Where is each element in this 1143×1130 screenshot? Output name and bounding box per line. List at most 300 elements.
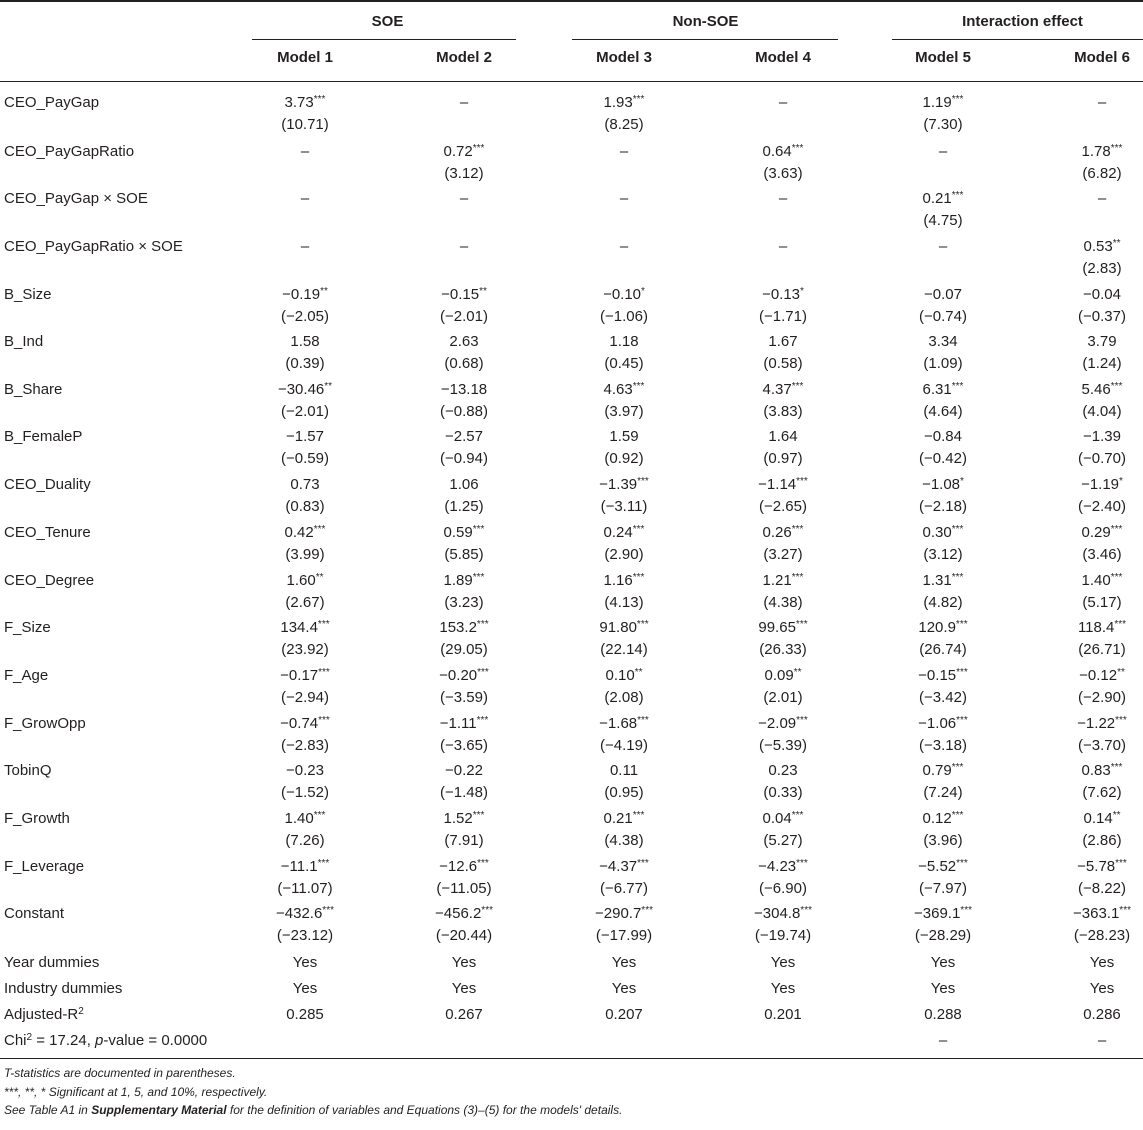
t-statistic-value: (−1.52) <box>281 784 329 801</box>
table-cell <box>723 760 843 804</box>
row-label: F_Size <box>4 619 51 636</box>
t-statistic-value: (3.63) <box>763 165 803 182</box>
t-statistic-value <box>404 114 524 136</box>
t-statistic-value <box>245 163 365 185</box>
coefficient-value: – <box>300 190 310 207</box>
coefficient-value: 153.2*** <box>439 619 489 636</box>
table-cell <box>883 141 1003 185</box>
coefficient-value: 1.06 <box>449 476 479 493</box>
significance-stars: *** <box>472 143 485 154</box>
t-statistic-value: (0.68) <box>444 355 484 372</box>
table-cell <box>404 617 524 661</box>
table-cell <box>723 617 843 661</box>
significance-stars: *** <box>956 858 968 869</box>
coefficient-value: −1.39 <box>1083 428 1121 445</box>
row-label: F_Growth <box>4 810 70 827</box>
t-statistic-value: (−0.59) <box>281 450 329 467</box>
significance-stars: * <box>641 286 645 297</box>
table-cell: Yes <box>1089 980 1115 997</box>
row-label <box>4 1004 84 1026</box>
coefficient-value: 0.12*** <box>922 810 964 827</box>
table-cell <box>404 713 524 757</box>
table-cell <box>245 92 365 136</box>
coefficient-value: −1.22*** <box>1077 715 1127 732</box>
t-statistic-value: (3.27) <box>763 546 803 563</box>
t-statistic-value: (−7.97) <box>919 880 967 897</box>
coefficient-value: 0.21*** <box>922 190 964 207</box>
table-cell <box>883 903 1003 947</box>
significance-stars: *** <box>632 94 645 105</box>
table-cell <box>564 426 684 470</box>
coefficient-value: −5.52*** <box>918 858 968 875</box>
coefficient-value: −0.17*** <box>280 667 330 684</box>
coefficient-value: −369.1*** <box>914 905 972 922</box>
coefficient-value: 0.04*** <box>762 810 804 827</box>
table-cell <box>723 141 843 185</box>
table-cell: Yes <box>770 954 796 971</box>
significance-stars: ** <box>315 572 324 583</box>
table-cell <box>1042 522 1143 566</box>
table-cell <box>723 188 843 232</box>
t-statistic-value: (4.38) <box>763 594 803 611</box>
coefficient-value: 1.64 <box>768 428 798 445</box>
t-statistic-value <box>245 258 365 280</box>
table-cell <box>1042 141 1143 185</box>
significance-stars: *** <box>476 715 489 726</box>
coefficient-value: 1.59 <box>609 428 639 445</box>
significance-stars: *** <box>317 858 330 869</box>
coefficient-value: −0.23 <box>286 762 324 779</box>
significance-stars: * <box>960 476 964 487</box>
table-cell <box>723 713 843 757</box>
coefficient-value: −304.8*** <box>754 905 812 922</box>
t-statistic-value: (−19.74) <box>754 927 812 944</box>
t-statistic-value: (7.24) <box>923 784 963 801</box>
significance-stars: *** <box>632 381 645 392</box>
significance-stars: ** <box>324 381 333 392</box>
row-label <box>4 952 99 974</box>
t-statistic-value: (5.17) <box>1082 594 1122 611</box>
table-cell <box>1042 236 1143 280</box>
row-label: F_GrowOpp <box>4 715 86 732</box>
coefficient-value: – <box>459 238 469 255</box>
coefficient-value: −0.20*** <box>439 667 489 684</box>
t-statistic-value: (−3.59) <box>440 689 488 706</box>
t-statistic-value: (−28.29) <box>914 927 972 944</box>
table-cell <box>883 617 1003 661</box>
supplementary-material-link[interactable]: Supplementary Material <box>91 1103 227 1117</box>
t-statistic-value: (5.27) <box>763 832 803 849</box>
table-cell: 0.286 <box>1083 1006 1121 1023</box>
table-cell <box>404 903 524 947</box>
row-label: B_FemaleP <box>4 428 83 445</box>
coefficient-value: 0.21*** <box>603 810 645 827</box>
model-header-4: Model 4 <box>755 49 811 66</box>
table-cell: Yes <box>1089 954 1115 971</box>
significance-stars: ** <box>1112 238 1121 249</box>
coefficient-value: 91.80*** <box>599 619 649 636</box>
table-cell <box>564 856 684 900</box>
table-cell <box>883 713 1003 757</box>
t-statistic-value: (−2.01) <box>281 403 329 420</box>
significance-stars: *** <box>1110 143 1123 154</box>
t-statistic-value: (3.46) <box>1082 546 1122 563</box>
coefficient-value: −1.14*** <box>758 476 808 493</box>
coefficient-value: – <box>619 143 629 160</box>
t-statistic-value <box>1042 210 1143 232</box>
row-label-text: = 17.24, <box>32 1032 96 1049</box>
t-statistic-value: (−1.71) <box>759 308 807 325</box>
t-statistic-value: (−3.18) <box>919 737 967 754</box>
t-statistic-value: (−3.11) <box>600 498 648 515</box>
t-statistic-value: (2.86) <box>1082 832 1122 849</box>
row-label-text: Chi <box>4 1032 27 1049</box>
significance-stars: *** <box>1110 572 1123 583</box>
row-label <box>4 978 122 1000</box>
table-cell <box>723 284 843 328</box>
t-statistic-value: (2.08) <box>604 689 644 706</box>
table-cell <box>1042 92 1143 136</box>
table-cell <box>723 379 843 423</box>
table-cell: Yes <box>611 954 637 971</box>
coefficient-value: −4.23*** <box>758 858 808 875</box>
table-cell <box>883 92 1003 136</box>
table-cell <box>1042 570 1143 614</box>
coefficient-value: 1.78*** <box>1081 143 1123 160</box>
table-cell <box>1042 474 1143 518</box>
table-cell <box>404 188 524 232</box>
coefficient-value: – <box>459 190 469 207</box>
table-cell <box>564 92 684 136</box>
header-rule <box>0 81 1143 82</box>
coefficient-value: 3.73*** <box>284 94 326 111</box>
significance-stars: *** <box>791 572 804 583</box>
coefficient-value: – <box>778 238 788 255</box>
coefficient-value: 1.18 <box>609 333 639 350</box>
t-statistic-value: (−2.90) <box>1078 689 1126 706</box>
t-statistic-value: (3.96) <box>923 832 963 849</box>
table-cell <box>1042 856 1143 900</box>
significance-stars: *** <box>951 762 964 773</box>
table-cell <box>404 236 524 280</box>
note-t-statistics: T-statistics are documented in parentheses. <box>4 1066 236 1080</box>
table-cell <box>245 426 365 470</box>
table-cell: – <box>938 1032 948 1049</box>
table-cell <box>245 903 365 947</box>
table-cell <box>245 331 365 375</box>
coefficient-value: – <box>938 143 948 160</box>
significance-stars: ** <box>1117 667 1125 678</box>
table-cell <box>404 284 524 328</box>
coefficient-value: 0.11 <box>609 762 639 779</box>
table-cell <box>564 522 684 566</box>
coefficient-value: 4.37*** <box>762 381 804 398</box>
coefficient-value: 0.64*** <box>762 143 804 160</box>
significance-stars: *** <box>313 524 326 535</box>
table-cell <box>245 713 365 757</box>
coefficient-value: 99.65*** <box>758 619 808 636</box>
t-statistic-value: (−2.94) <box>281 689 329 706</box>
significance-stars: *** <box>477 667 489 678</box>
t-statistic-value <box>564 258 684 280</box>
coefficient-value: −13.18 <box>440 381 488 398</box>
t-statistic-value: (6.82) <box>1082 165 1122 182</box>
coefficient-value: 0.42*** <box>284 524 326 541</box>
t-statistic-value: (−11.07) <box>277 880 333 897</box>
significance-stars: *** <box>322 905 334 916</box>
table-cell <box>245 808 365 852</box>
coefficient-value: 0.30*** <box>922 524 964 541</box>
table-cell <box>1042 808 1143 852</box>
t-statistic-value <box>1042 114 1143 136</box>
t-statistic-value: (−0.37) <box>1078 308 1126 325</box>
t-statistic-value: (−3.42) <box>919 689 967 706</box>
t-statistic-value: (3.83) <box>763 403 803 420</box>
coefficient-value: – <box>1097 190 1107 207</box>
table-cell <box>564 617 684 661</box>
significance-stars: *** <box>796 858 808 869</box>
significance-stars: *** <box>481 905 493 916</box>
coefficient-value: −0.74*** <box>280 715 330 732</box>
table-cell <box>723 236 843 280</box>
coefficient-value: −1.57 <box>286 428 324 445</box>
t-statistic-value: (−8.22) <box>1078 880 1126 897</box>
group-header-interaction: Interaction effect <box>962 13 1083 30</box>
coefficient-value: −4.37*** <box>599 858 649 875</box>
coefficient-value: 0.59*** <box>443 524 485 541</box>
t-statistic-value: (0.58) <box>763 355 803 372</box>
t-statistic-value: (−0.88) <box>440 403 488 420</box>
table-cell <box>404 665 524 709</box>
significance-stars: *** <box>637 715 649 726</box>
row-label: B_Share <box>4 381 63 398</box>
t-statistic-value <box>723 114 843 136</box>
group-underline-interaction <box>892 39 1143 40</box>
coefficient-value: −1.11*** <box>439 715 489 732</box>
t-statistic-value: (3.12) <box>444 165 484 182</box>
t-statistic-value: (−23.12) <box>276 927 334 944</box>
significance-stars: ** <box>320 286 328 297</box>
table-cell <box>1042 713 1143 757</box>
t-statistic-value: (7.62) <box>1082 784 1122 801</box>
table-cell <box>564 379 684 423</box>
table-cell <box>564 665 684 709</box>
coefficient-value: 118.4*** <box>1077 619 1127 636</box>
table-cell <box>1042 426 1143 470</box>
significance-stars: *** <box>795 619 808 630</box>
table-cell <box>883 474 1003 518</box>
coefficient-value: 5.46*** <box>1081 381 1123 398</box>
coefficient-value: – <box>778 190 788 207</box>
row-label: CEO_PayGapRatio <box>4 143 135 160</box>
superscript: 2 <box>26 1032 33 1043</box>
t-statistic-value: (−1.48) <box>440 784 488 801</box>
table-cell <box>883 188 1003 232</box>
t-statistic-value: (1.25) <box>444 498 484 515</box>
t-statistic-value: (1.09) <box>923 355 963 372</box>
table-cell <box>404 474 524 518</box>
coefficient-value: −11.1*** <box>280 858 330 875</box>
table-cell <box>1042 617 1143 661</box>
coefficient-value: −0.13* <box>762 286 804 303</box>
coefficient-value: 134.4*** <box>280 619 330 636</box>
coefficient-value: 1.58 <box>290 333 320 350</box>
coefficient-value: 1.60** <box>286 572 324 589</box>
table-cell: – <box>1097 1032 1107 1049</box>
significance-stars: *** <box>318 667 330 678</box>
table-cell <box>564 188 684 232</box>
table-cell <box>245 474 365 518</box>
coefficient-value: – <box>1097 94 1107 111</box>
significance-stars: * <box>800 286 804 297</box>
table-cell <box>883 665 1003 709</box>
table-cell: Yes <box>292 980 318 997</box>
model-header-3: Model 3 <box>596 49 652 66</box>
significance-stars: ** <box>793 667 802 678</box>
t-statistic-value <box>723 258 843 280</box>
t-statistic-value: (2.90) <box>604 546 644 563</box>
table-cell <box>883 570 1003 614</box>
coefficient-value: 1.40*** <box>284 810 326 827</box>
t-statistic-value: (3.99) <box>285 546 325 563</box>
t-statistic-value: (5.85) <box>444 546 484 563</box>
table-cell: Yes <box>451 980 477 997</box>
coefficient-value: 1.40*** <box>1081 572 1123 589</box>
significance-stars: *** <box>800 905 812 916</box>
significance-stars: *** <box>1119 905 1131 916</box>
coefficient-value: – <box>300 238 310 255</box>
t-statistic-value: (−2.83) <box>281 737 329 754</box>
table-cell <box>883 808 1003 852</box>
table-cell <box>883 522 1003 566</box>
coefficient-value: −0.15** <box>441 286 487 303</box>
t-statistic-value: (0.95) <box>604 784 644 801</box>
coefficient-value: −1.68*** <box>599 715 649 732</box>
coefficient-value: −1.39*** <box>599 476 649 493</box>
row-label: CEO_PayGapRatio × SOE <box>4 238 183 255</box>
table-cell <box>564 760 684 804</box>
coefficient-value: −0.04 <box>1083 286 1121 303</box>
t-statistic-value: (−28.23) <box>1073 927 1131 944</box>
coefficient-value: −0.10* <box>603 286 645 303</box>
significance-stars: *** <box>951 94 964 105</box>
coefficient-value: −290.7*** <box>595 905 653 922</box>
significance-stars: *** <box>951 190 964 201</box>
coefficient-value: 3.34 <box>928 333 958 350</box>
t-statistic-value: (0.33) <box>763 784 803 801</box>
group-underline-soe <box>252 39 516 40</box>
coefficient-value: 1.31*** <box>922 572 964 589</box>
model-header-6: Model 6 <box>1074 49 1130 66</box>
table-cell <box>404 856 524 900</box>
table-cell <box>1042 903 1143 947</box>
model-header-5: Model 5 <box>915 49 971 66</box>
t-statistic-value: (−0.70) <box>1078 450 1126 467</box>
coefficient-value: 1.89*** <box>443 572 485 589</box>
row-label <box>4 1030 207 1052</box>
coefficient-value: 0.79*** <box>922 762 964 779</box>
table-cell <box>723 331 843 375</box>
table-cell <box>564 284 684 328</box>
table-cell: 0.201 <box>764 1006 802 1023</box>
table-cell <box>404 379 524 423</box>
t-statistic-value: (−11.05) <box>436 880 492 897</box>
t-statistic-value: (7.30) <box>923 116 963 133</box>
coefficient-value: 0.10** <box>605 667 643 684</box>
significance-stars: *** <box>960 905 972 916</box>
coefficient-value: 120.9*** <box>918 619 968 636</box>
table-cell <box>883 379 1003 423</box>
table-cell <box>1042 760 1143 804</box>
significance-stars: *** <box>313 810 326 821</box>
coefficient-value: −1.19* <box>1081 476 1123 493</box>
coefficient-value: −2.57 <box>445 428 483 445</box>
coefficient-value: −0.84 <box>924 428 962 445</box>
t-statistic-value: (0.45) <box>604 355 644 372</box>
t-statistic-value <box>564 163 684 185</box>
coefficient-value: 0.53** <box>1083 238 1121 255</box>
table-cell <box>723 665 843 709</box>
table-cell <box>883 856 1003 900</box>
table-cell: Yes <box>292 954 318 971</box>
table-cell <box>245 570 365 614</box>
table-cell <box>883 426 1003 470</box>
significance-stars: *** <box>951 381 964 392</box>
t-statistic-value: (26.33) <box>759 641 807 658</box>
t-statistic-value <box>723 210 843 232</box>
significance-stars: *** <box>1114 619 1127 630</box>
table-cell <box>564 331 684 375</box>
table-cell <box>245 284 365 328</box>
table-cell <box>245 617 365 661</box>
table-cell <box>723 570 843 614</box>
t-statistic-value: (2.67) <box>285 594 325 611</box>
significance-stars: *** <box>956 715 968 726</box>
coefficient-value: −1.06*** <box>918 715 968 732</box>
t-statistic-value: (3.23) <box>444 594 484 611</box>
row-label: Constant <box>4 905 65 922</box>
table-cell <box>245 188 365 232</box>
coefficient-value: 0.29*** <box>1081 524 1123 541</box>
coefficient-value: −12.6*** <box>439 858 489 875</box>
table-notes <box>4 1064 622 1120</box>
table-cell <box>564 713 684 757</box>
table-cell <box>564 141 684 185</box>
table-cell <box>404 808 524 852</box>
t-statistic-value: (−0.42) <box>919 450 967 467</box>
table-cell <box>404 760 524 804</box>
coefficient-value: 0.23 <box>768 762 798 779</box>
table-cell <box>564 236 684 280</box>
table-cell <box>1042 284 1143 328</box>
coefficient-value: 1.21*** <box>762 572 804 589</box>
significance-stars: *** <box>632 810 645 821</box>
coefficient-value: −1.08* <box>922 476 964 493</box>
table-cell <box>404 92 524 136</box>
t-statistic-value: (−6.90) <box>759 880 807 897</box>
table-cell <box>1042 331 1143 375</box>
model-header-1: Model 1 <box>277 49 333 66</box>
t-statistic-value <box>883 258 1003 280</box>
coefficient-value: 4.63*** <box>603 381 645 398</box>
t-statistic-value: (−0.74) <box>919 308 967 325</box>
t-statistic-value: (4.04) <box>1082 403 1122 420</box>
row-label: B_Ind <box>4 333 44 350</box>
coefficient-value: – <box>778 94 788 111</box>
table-cell: Yes <box>770 980 796 997</box>
coefficient-value: 0.73 <box>290 476 320 493</box>
t-statistic-value: (−0.94) <box>440 450 488 467</box>
